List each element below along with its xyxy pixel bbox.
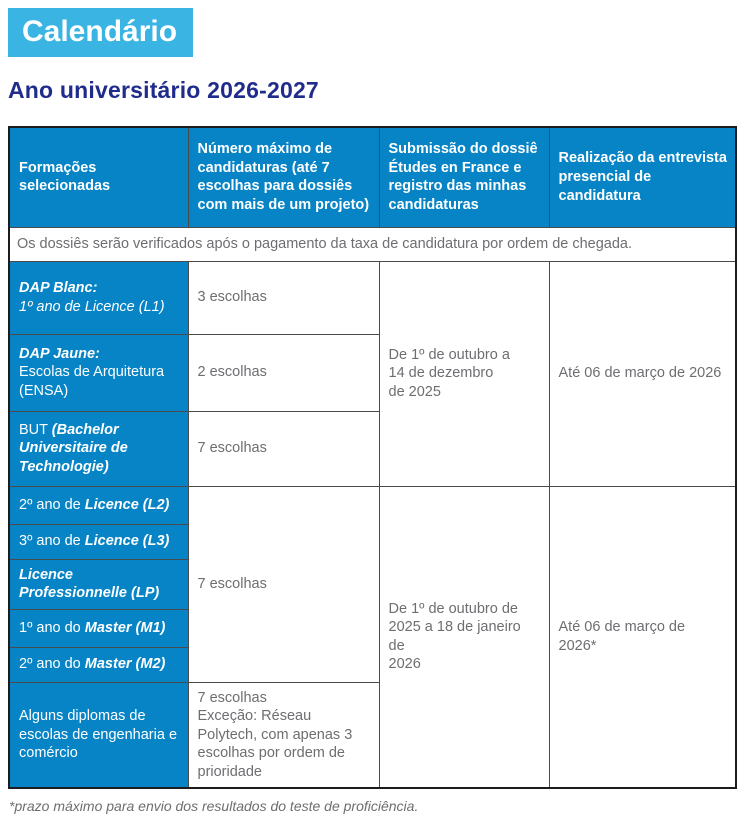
formation-title: DAP Blanc: [19,279,98,296]
choices-exception: Exceção: Réseau Polytech, com apenas 3 escolhas por ordem de prioridade [197,708,353,780]
submission-line: 2026 [388,656,421,673]
choices-cell-but: 7 escolhas [188,411,379,486]
submission-line: 14 de dezembro [388,365,494,382]
submission-line: de 2025 [388,383,441,400]
formation-prefix: BUT [19,421,52,438]
formation-prefix: 2º ano de [19,496,85,513]
page-banner-label: Calendário [22,15,178,48]
formation-cell-m2 [9,647,188,682]
formation-emphasis: Licence (L2) [84,496,170,513]
header-row [9,127,736,227]
formation-prefix: 1º ano do [19,619,85,636]
interview-line: 2026* [558,637,597,654]
choices-cell-dap-jaune: 2 escolhas [188,334,379,411]
formation-cell-but [9,411,188,486]
col-header-interview: Realização da entrevista presencial de candidatura [549,127,736,227]
formation-cell-lp [9,559,188,609]
choices-cell-l2-m2: 7 escolhas [188,486,379,682]
interview-deadline-first: Até 06 de março de 2026 [549,261,736,486]
interview-deadline-second [549,486,736,788]
formation-emphasis: Licence Professionnelle (LP) [19,566,160,602]
table-row [9,261,736,334]
formation-cell-l2 [9,486,188,524]
formation-cell-l3 [9,524,188,559]
formation-cell-m1 [9,609,188,647]
page-banner [8,8,193,57]
formation-prefix: 3º ano de [19,533,85,550]
submission-line: De 1º de outubro a [388,346,510,363]
submission-line: 2025 a 18 de janeiro de [388,619,521,654]
table-row [9,486,736,524]
choices-cell-engineering [188,682,379,788]
formation-title: DAP Jaune: [19,345,100,362]
formation-emphasis: Master (M1) [84,619,166,636]
col-header-max-applications: Número máximo de candidaturas (até 7 escolhas para dossiês com mais de um projeto) [188,127,379,227]
submission-period-first [379,261,549,486]
choices-line: 7 escolhas [197,689,267,706]
formation-prefix: 2º ano do [19,656,85,673]
submission-period-second [379,486,549,788]
calendar-table [8,126,737,789]
formation-emphasis: (Bachelor Universitaire de Technologie) [19,421,128,475]
formation-cell-dap-blanc [9,261,188,334]
footnote: *prazo máximo para envio dos resultados do teste de proficiência. [9,798,419,815]
col-header-submission: Submissão do dossiê Études en France e registro das minhas candidaturas [379,127,549,227]
formation-cell-dap-jaune [9,334,188,411]
choices-cell-dap-blanc: 3 escolhas [188,261,379,334]
formation-subtitle: 1º ano de Licence (L1) [19,298,165,315]
page-title: Ano universitário 2026-2027 [8,77,319,103]
table-note: Os dossiês serão verificados após o pagamento da taxa de candidatura por ordem de chegada. [9,227,736,261]
formation-emphasis: Master (M2) [84,656,166,673]
formation-cell-engineering: Alguns diplomas de escolas de engenharia e comércio [9,682,188,788]
formation-subtitle: Escolas de Arquitetura (ENSA) [19,364,165,399]
interview-line: Até 06 de março de [558,619,686,636]
note-row [9,227,736,261]
formation-emphasis: Licence (L3) [84,533,170,550]
submission-line: De 1º de outubro de [388,600,518,617]
col-header-formations: Formações selecionadas [9,127,188,227]
